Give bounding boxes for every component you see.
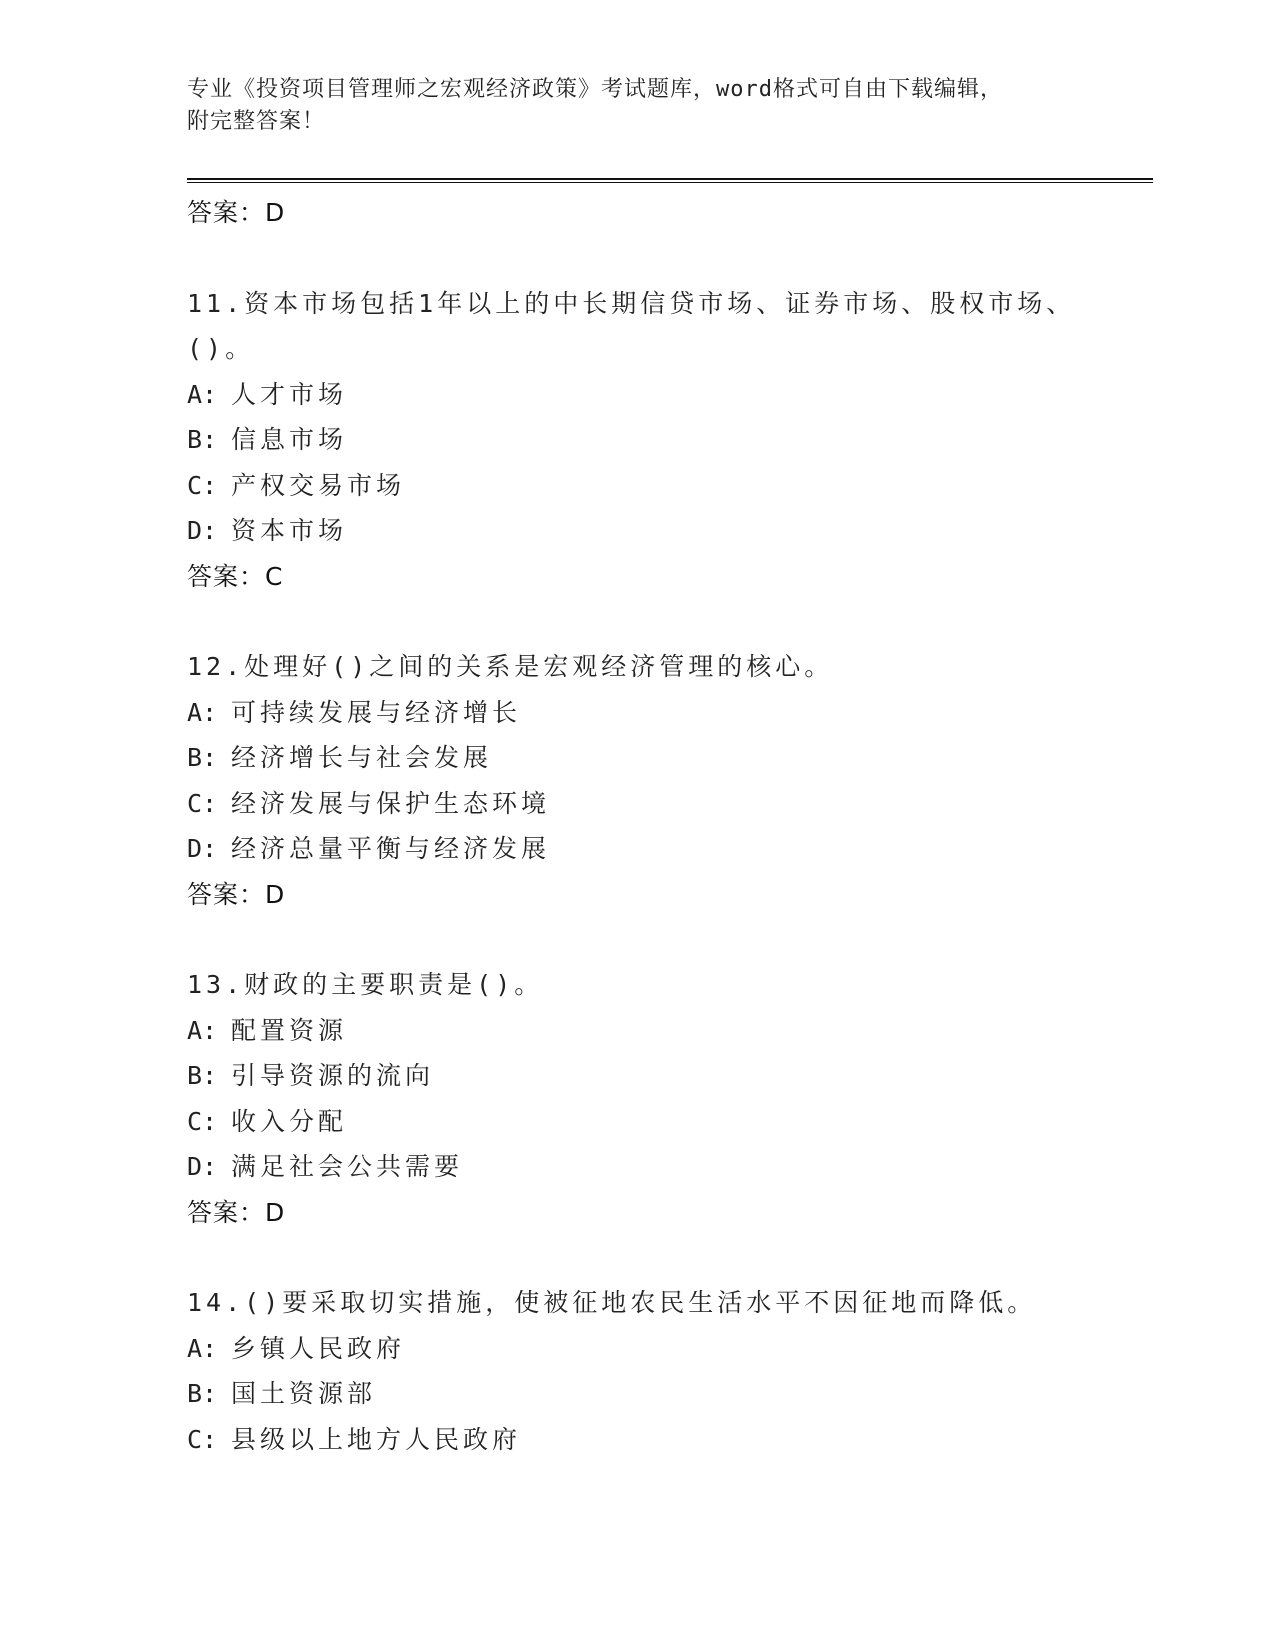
option-key: C:: [187, 470, 218, 500]
option-d: [187, 1144, 1153, 1190]
option-text: 可持续发展与经济增长: [231, 697, 522, 727]
option-b: [187, 1053, 1153, 1099]
option-d: [187, 508, 1153, 554]
option-d: [187, 826, 1153, 872]
option-key: B:: [187, 743, 218, 772]
option-text: 经济发展与保护生态环境: [231, 788, 551, 818]
header-line-2: 附完整答案！: [187, 109, 326, 134]
option-key: A:: [187, 1015, 218, 1045]
option-text: 信息市场: [231, 425, 348, 454]
option-a: [187, 690, 1153, 736]
question-12: [187, 644, 1153, 917]
option-text: 人才市场: [231, 379, 348, 409]
option-text: 产权交易市场: [231, 470, 406, 500]
option-b: [187, 417, 1153, 463]
option-a: [187, 372, 1153, 418]
spacer: [187, 599, 1153, 644]
question-11: [187, 281, 1153, 600]
question-stem: 11.资本市场包括1年以上的中长期信贷市场、证券市场、股权市场、: [187, 288, 1076, 318]
answer-line: 答案：D: [187, 1197, 286, 1227]
option-a: [187, 1008, 1153, 1054]
option-text: 国土资源部: [231, 1379, 377, 1408]
option-text: 经济总量平衡与经济发展: [231, 834, 551, 863]
spacer: [187, 1235, 1153, 1280]
option-text: 配置资源: [231, 1015, 348, 1045]
option-key: A:: [187, 697, 218, 727]
spacer: [187, 917, 1153, 962]
option-key: D:: [187, 834, 218, 863]
option-key: D:: [187, 1152, 218, 1181]
answer-line: 答案：D: [187, 879, 286, 909]
previous-answer: 答案：D: [187, 198, 286, 227]
question-stem: 14.()要采取切实措施，使被征地农民生活水平不因征地而降低。: [187, 1288, 1037, 1317]
spacer: [187, 236, 1153, 281]
option-text: 县级以上地方人民政府: [231, 1424, 522, 1454]
option-text: 引导资源的流向: [231, 1061, 435, 1090]
option-c: [187, 1099, 1153, 1145]
option-key: D:: [187, 516, 218, 545]
option-text: 资本市场: [231, 516, 348, 545]
option-key: A:: [187, 1333, 218, 1363]
option-text: 经济增长与社会发展: [231, 743, 493, 772]
question-stem: 12.处理好()之间的关系是宏观经济管理的核心。: [187, 652, 834, 681]
question-14: [187, 1280, 1153, 1462]
option-key: C:: [187, 1106, 218, 1136]
header-divider: [187, 178, 1153, 183]
option-a: [187, 1326, 1153, 1372]
option-c: [187, 1417, 1153, 1463]
option-b: [187, 1371, 1153, 1417]
option-text: 乡镇人民政府: [231, 1333, 406, 1363]
option-key: A:: [187, 379, 218, 409]
option-c: [187, 463, 1153, 509]
question-stem: 13.财政的主要职责是()。: [187, 970, 544, 999]
option-key: B:: [187, 1061, 218, 1090]
question-stem-continued: ()。: [187, 334, 255, 363]
header-line-1: 专业《投资项目管理师之宏观经济政策》考试题库，word格式可自由下载编辑，: [187, 77, 1003, 102]
document-header: [187, 74, 1087, 138]
option-text: 收入分配: [231, 1106, 348, 1136]
option-text: 满足社会公共需要: [231, 1152, 464, 1181]
option-key: B:: [187, 425, 218, 454]
question-13: [187, 962, 1153, 1235]
option-key: C:: [187, 788, 218, 818]
option-c: [187, 781, 1153, 827]
question-list: [187, 190, 1153, 1462]
option-key: B:: [187, 1379, 218, 1408]
option-key: C:: [187, 1424, 218, 1454]
answer-line: 答案：C: [187, 561, 284, 591]
option-b: [187, 735, 1153, 781]
